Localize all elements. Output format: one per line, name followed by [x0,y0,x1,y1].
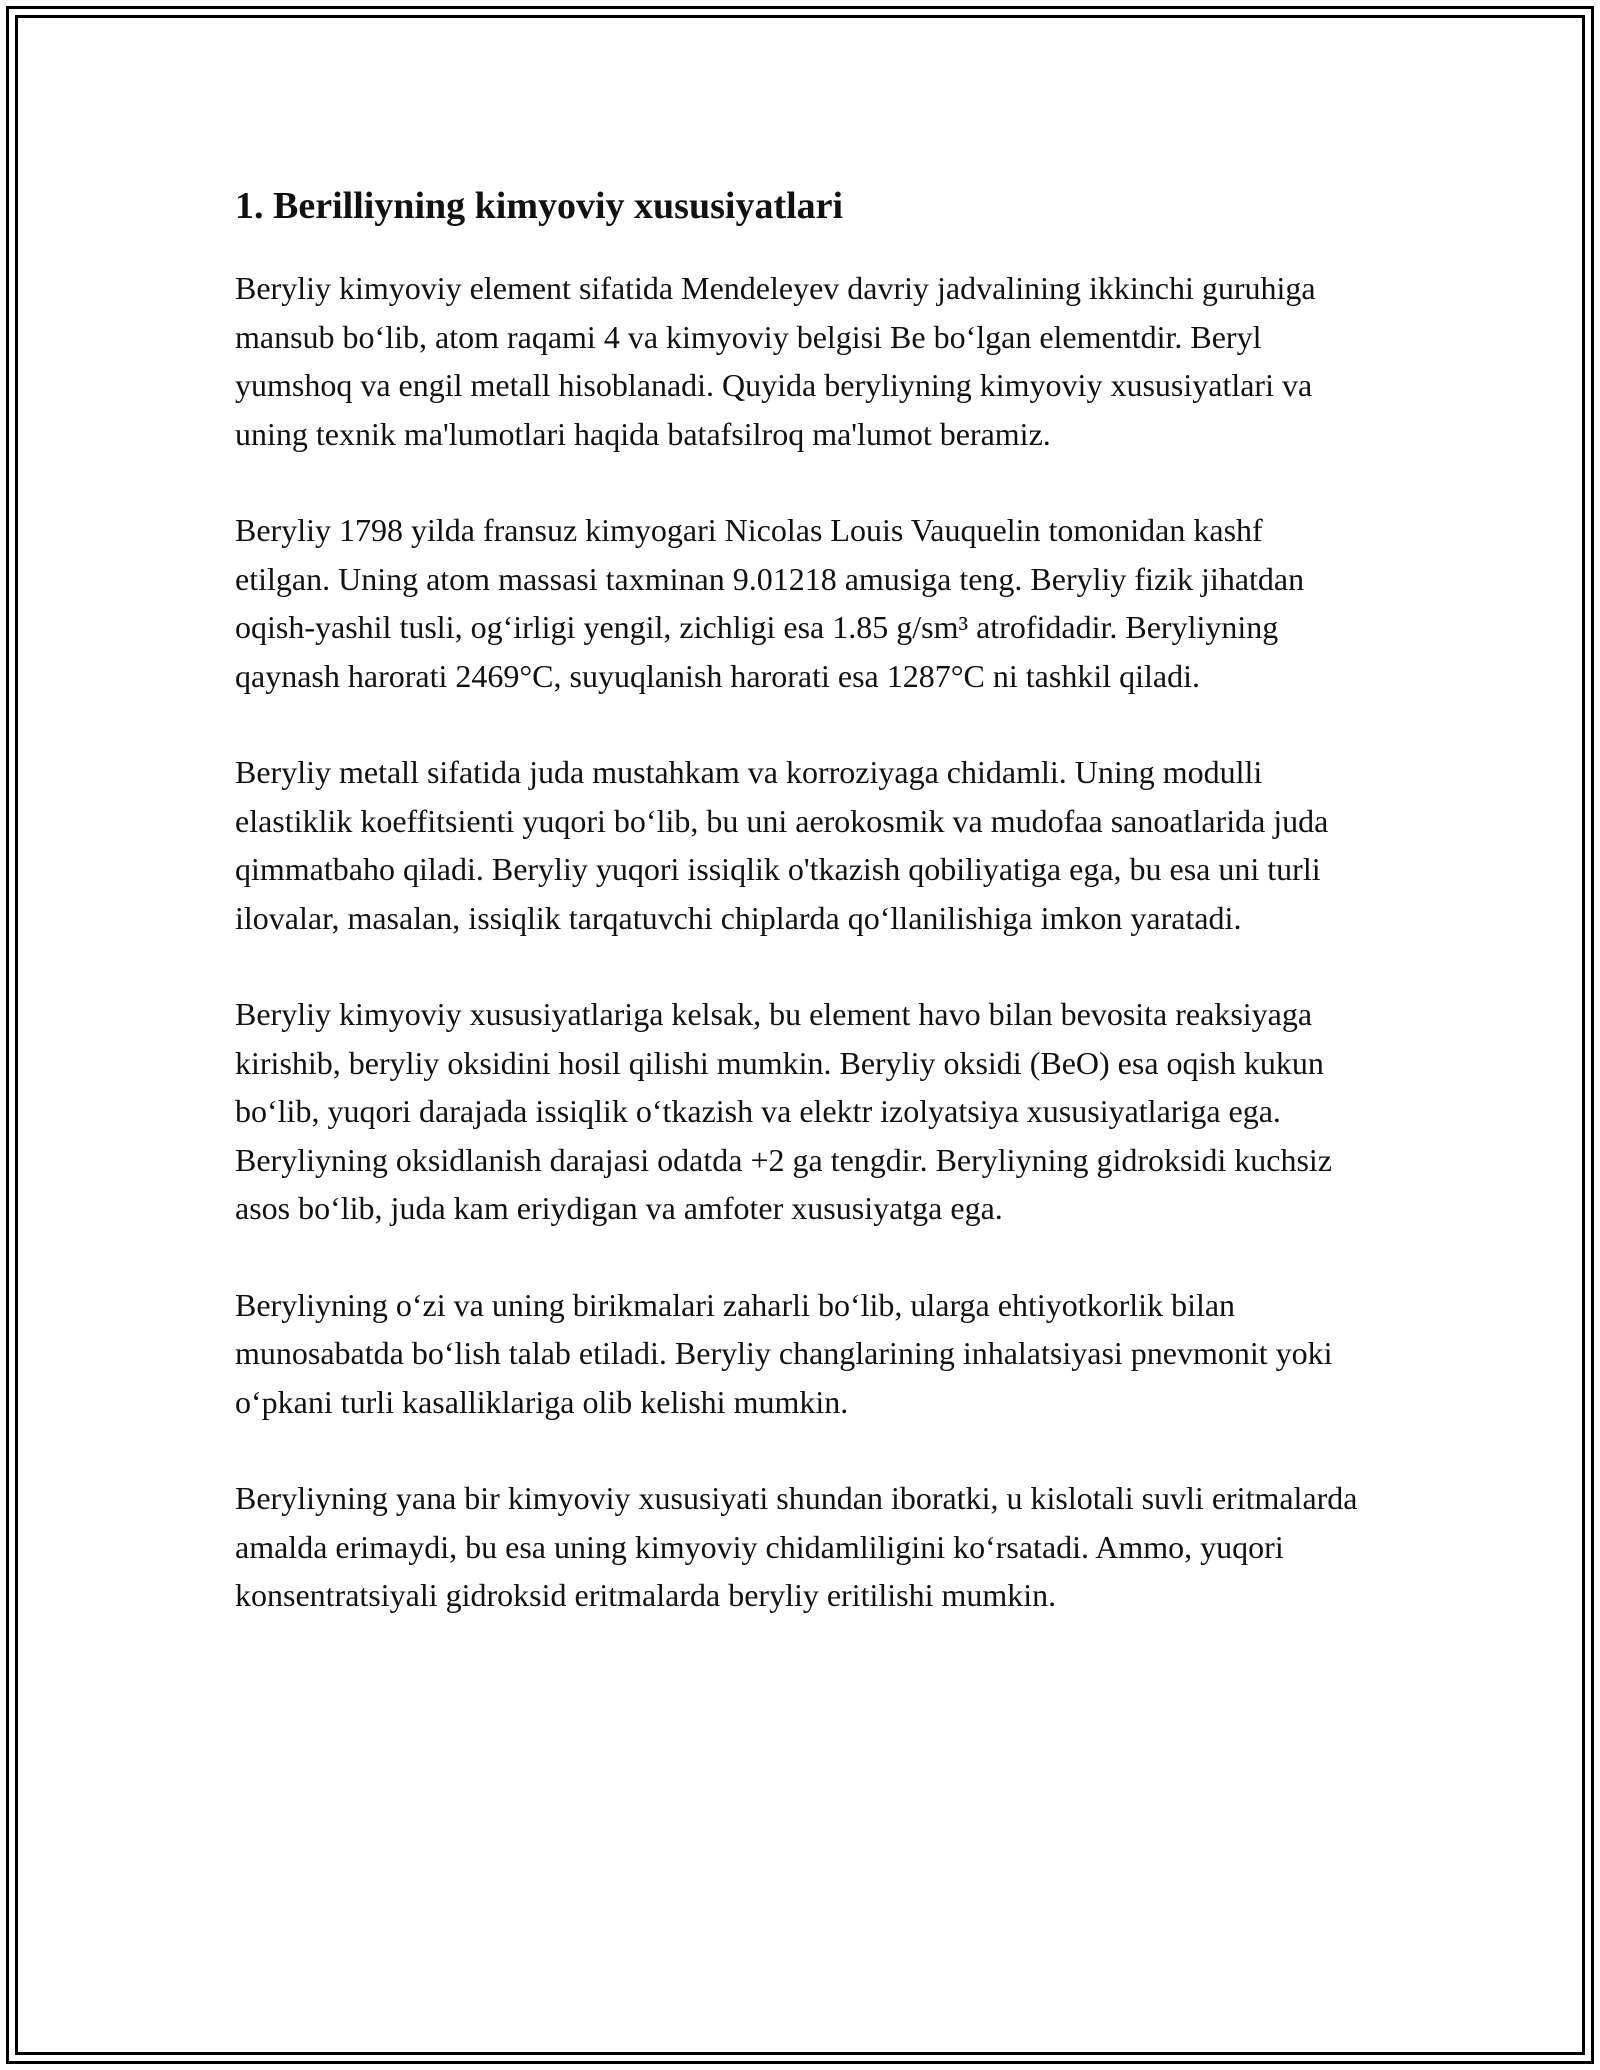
paragraph-discovery: Beryliy 1798 yilda fransuz kimyogari Nicolas Louis Vauquelin tomonidan kashf etilgan. Uning atom massasi taxminan 9.01218 amusiga teng. Beryliy fizik jihatdan oqish-yashil tusli, og‘irligi yengil, zichligi esa 1.85 g/sm³ atrofidadir. Beryliyning qaynash harorati 2469°C, suyuqlanish harorati esa 1287°C ni tashkil qiladi. [235,512,1305,694]
paragraph-toxicity: Beryliyning o‘zi va uning birikmalari zaharli bo‘lib, ularga ehtiyotkorlik bilan munosabatda bo‘lish talab etiladi. Beryliy changlarining inhalatsiyasi pnevmonit yoki o‘pkani turli kasalliklariga olib kelishi mumkin. [235,1286,1333,1420]
paragraph-mechanical-properties: Beryliy metall sifatida juda mustahkam va korroziyaga chidamli. Uning modulli elastiklik koeffitsienti yuqori bo‘lib, bu uni aerokosmik va mudofaa sanoatlarida juda qimmatbaho qiladi. Beryliy yuqori issiqlik o'tkazish qobiliyatiga ega, bu esa uni turli ilovalar, masalan, issiqlik tarqatuvchi chiplarda qo‘llanilishiga imkon yaratadi. [235,754,1329,936]
paragraph-acid-resistance: Beryliyning yana bir kimyoviy xususiyati shundan iboratki, u kislotali suvli eritmalarda amalda erimaydi, bu esa uning kimyoviy chidamliligini ko‘rsatadi. Ammo, yuqori konsentratsiyali gidroksid eritmalarda beryliy eritilishi mumkin. [235,1480,1358,1613]
document-body [235,180,1365,1668]
paragraph-introduction: Beryliy kimyoviy element sifatida Mendeleyev davriy jadvalining ikkinchi guruhiga mansub bo‘lib, atom raqami 4 va kimyoviy belgisi Be bo‘lgan elementdir. Beryl yumshoq va engil metall hisoblanadi. Quyida beryliyning kimyoviy xususiyatlari va uning texnik ma'lumotlari haqida batafsilroq ma'lumot beramiz. [235,270,1316,452]
section-heading: 1. Berilliyning kimyoviy xususiyatlari [235,185,844,227]
paragraph-chemical-reactions: Beryliy kimyoviy xususiyatlariga kelsak, bu element havo bilan bevosita reaksiyaga kirishib, beryliy oksidini hosil qilishi mumkin. Beryliy oksidi (BeO) esa oqish kukun bo‘lib, yuqori darajada issiqlik o‘tkazish va elektr izolyatsiya xususiyatlariga ega. Beryliyning oksidlanish darajasi odatda +2 ga tengdir. Beryliyning gidroksidi kuchsiz asos bo‘lib, juda kam eriydigan va amfoter xususiyatga ega. [235,996,1332,1226]
